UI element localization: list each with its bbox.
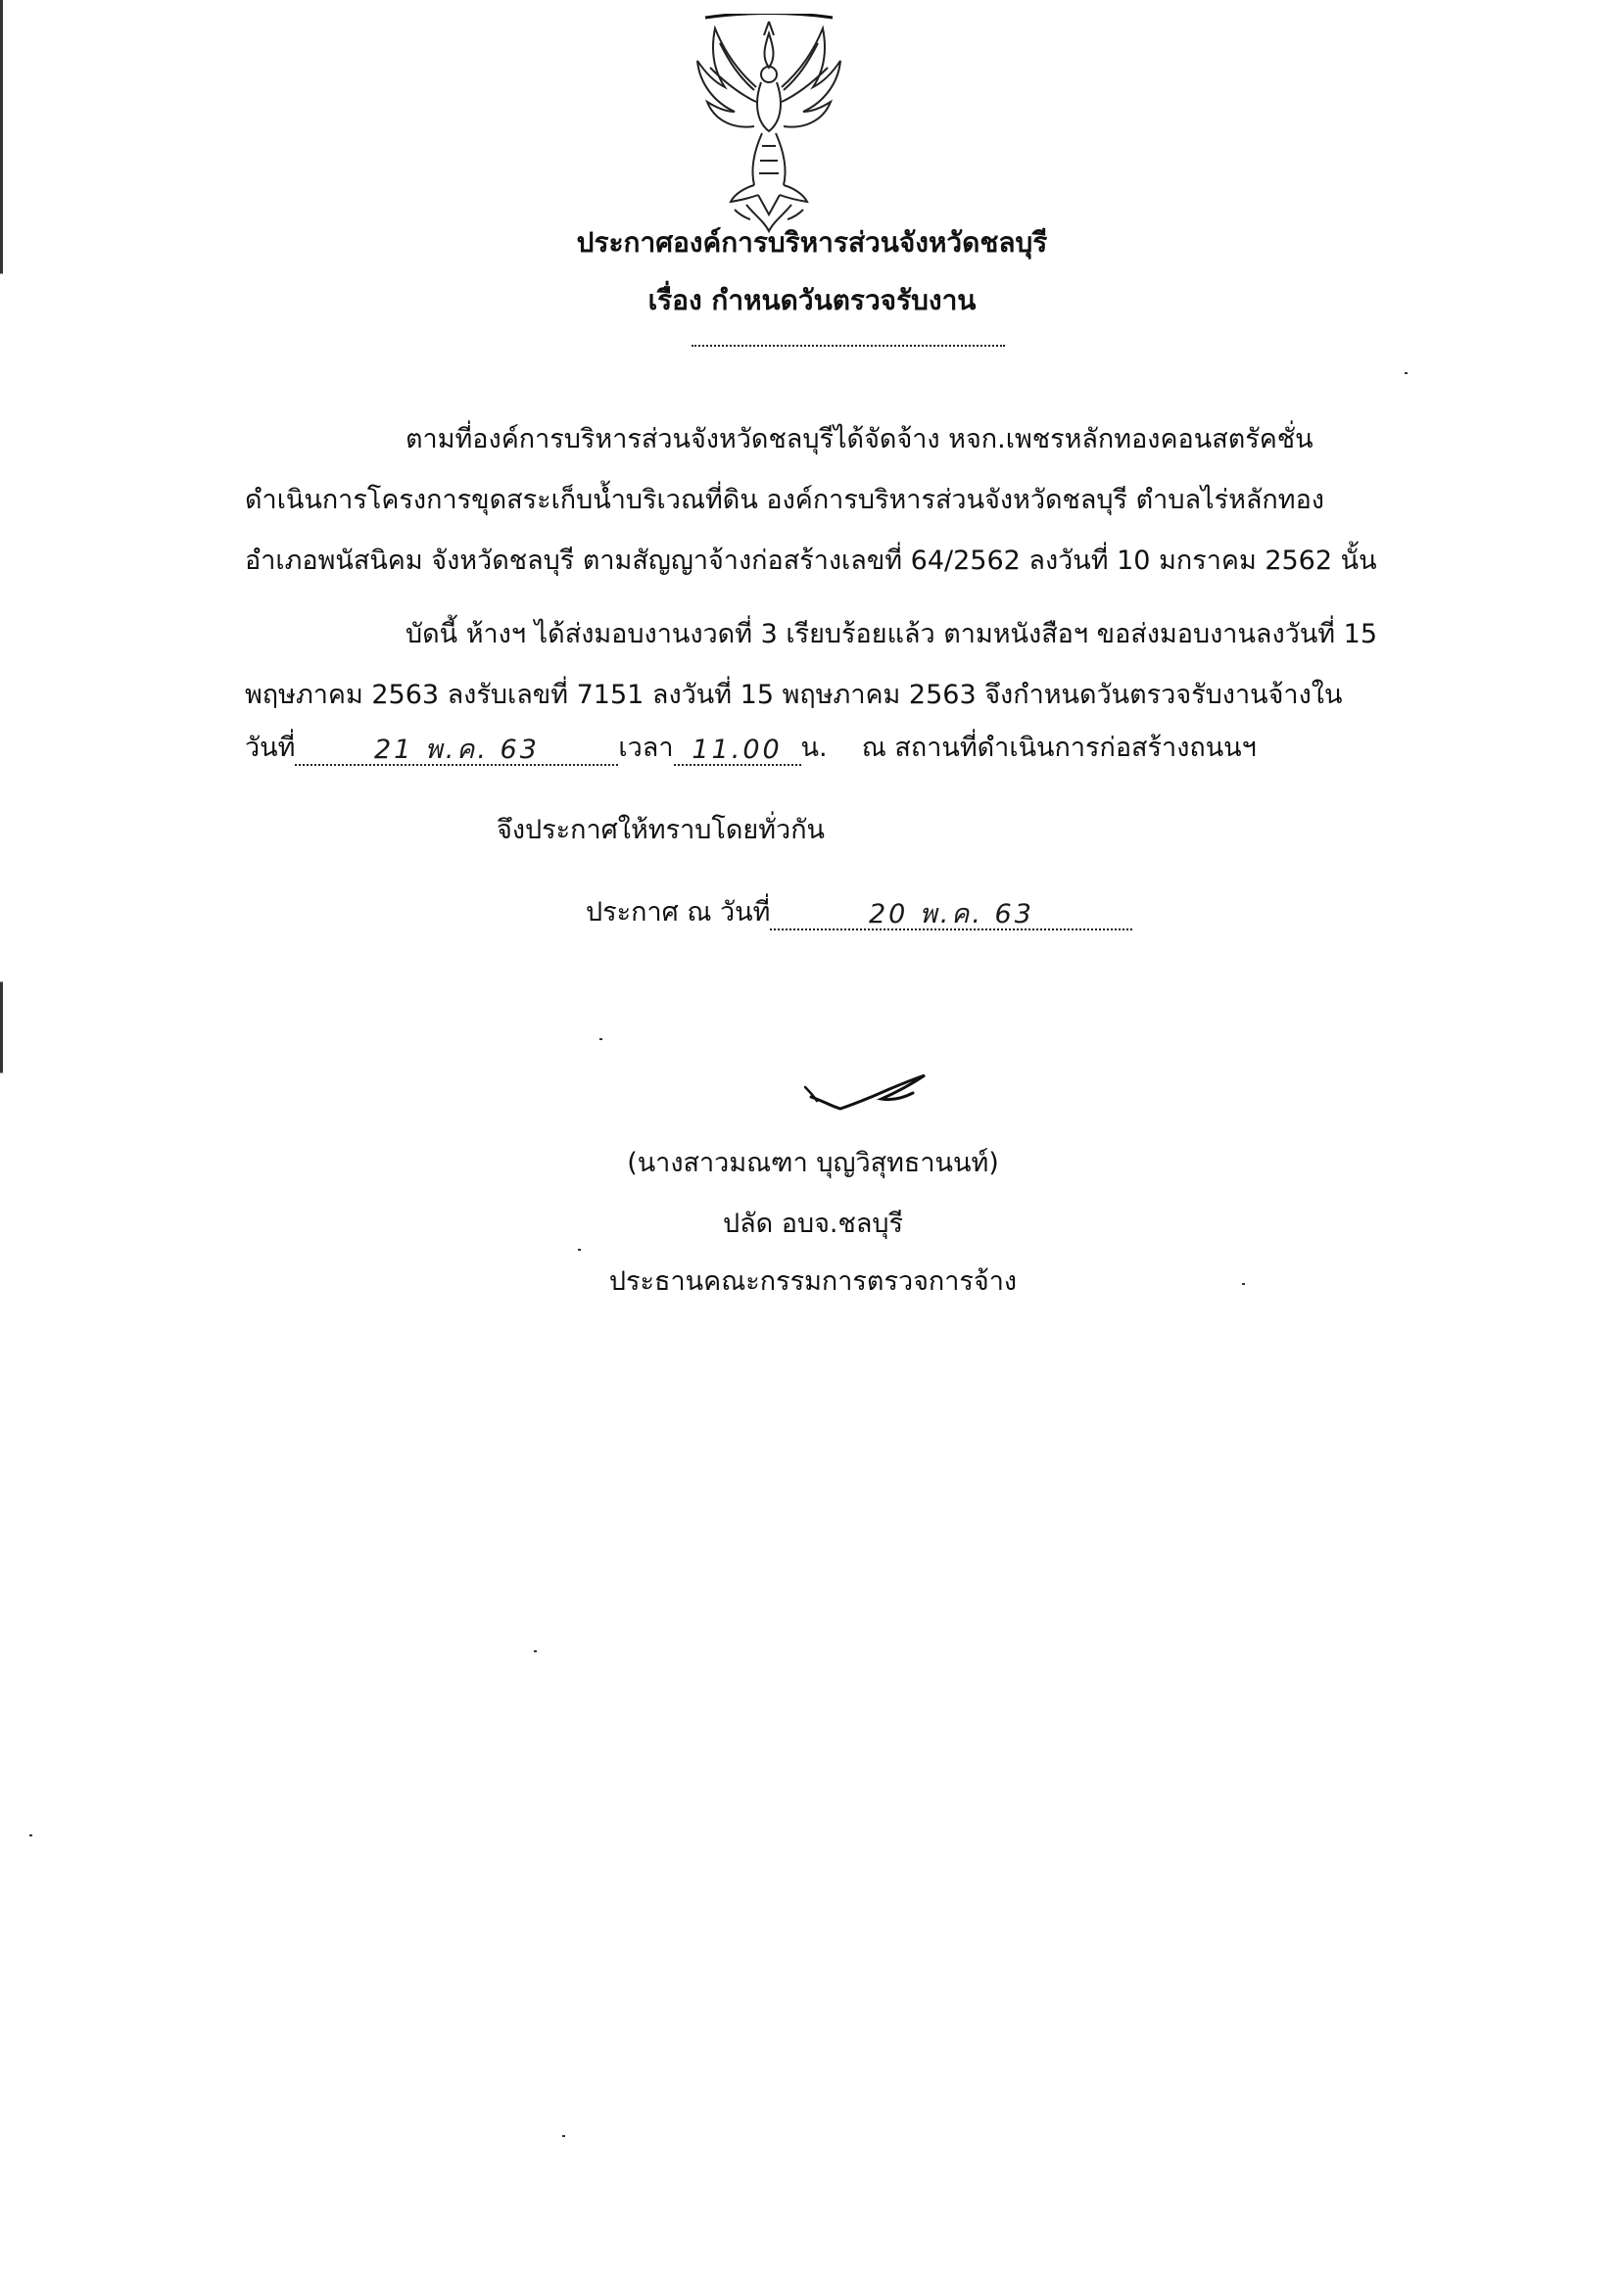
paragraph-1-line-1: ตามที่องค์การบริหารส่วนจังหวัดชลบุรีได้จัดจ้าง หจก.เพชรหลักทองคอนสตรัคชั่น	[406, 424, 1314, 454]
scan-speck	[1242, 1283, 1245, 1285]
paragraph-1-line-3: อำเภอพนัสนิคม จังหวัดชลบุรี ตามสัญญาจ้างก่อสร้างเลขที่ 64/2562 ลงวันที่ 10 มกราคม 2562 นั้น	[245, 546, 1377, 576]
announce-note: จึงประกาศให้ทราบโดยทั่วกัน	[497, 815, 825, 845]
scan-speck	[534, 1650, 537, 1652]
scan-speck	[562, 2135, 565, 2137]
paragraph-2-line-1: บัดนี้ ห้างฯ ได้ส่งมอบงานงวดที่ 3 เรียบร้อยแล้ว ตามหนังสือฯ ขอส่งมอบงานลงวันที่ 15	[406, 619, 1378, 649]
inspection-time-unit: น.	[800, 733, 828, 763]
scan-speck	[599, 1038, 602, 1040]
paragraph-1-line-2: ดำเนินการโครงการขุดสระเก็บน้ำบริเวณที่ดิน องค์การบริหารส่วนจังหวัดชลบุรี ตำบลไร่หลักทอง	[245, 485, 1324, 515]
scan-speck	[578, 1249, 581, 1251]
inspection-time-label: เวลา	[618, 733, 674, 763]
signatory-position-1: ปลัด อบจ.ชลบุรี	[722, 1209, 904, 1239]
scan-edge	[0, 0, 3, 2283]
inspection-place: ณ สถานที่ดำเนินการก่อสร้างถนนฯ	[861, 733, 1257, 763]
scan-speck	[1405, 372, 1408, 374]
document-subject: เรื่อง กำหนดวันตรวจรับงาน	[647, 284, 977, 316]
signatory-position-2: ประธานคณะกรรมการตรวจการจ้าง	[608, 1266, 1018, 1297]
signatory-name: (นางสาวมณฑา บุญวิสุทธานนท์)	[627, 1148, 999, 1178]
document-title: ประกาศองค์การบริหารส่วนจังหวัดชลบุรี	[576, 226, 1048, 259]
announce-date-line	[586, 895, 1132, 930]
inspection-date-value: 21 พ.ค. 63	[295, 733, 618, 766]
inspection-time-value: 11.00	[674, 733, 801, 766]
signature-mark	[803, 1058, 950, 1117]
inspection-line	[245, 731, 1257, 766]
announce-date-value: 20 พ.ค. 63	[770, 897, 1132, 930]
announce-date-label: ประกาศ ณ วันที่	[586, 897, 771, 927]
paragraph-2-line-2: พฤษภาคม 2563 ลงรับเลขที่ 7151 ลงวันที่ 15 พฤษภาคม 2563 จึงกำหนดวันตรวจรับงานจ้างใน	[245, 680, 1343, 710]
inspection-date-label: วันที่	[245, 733, 296, 763]
title-separator	[692, 345, 1005, 347]
garuda-emblem	[686, 14, 852, 239]
scan-speck	[29, 1834, 32, 1836]
